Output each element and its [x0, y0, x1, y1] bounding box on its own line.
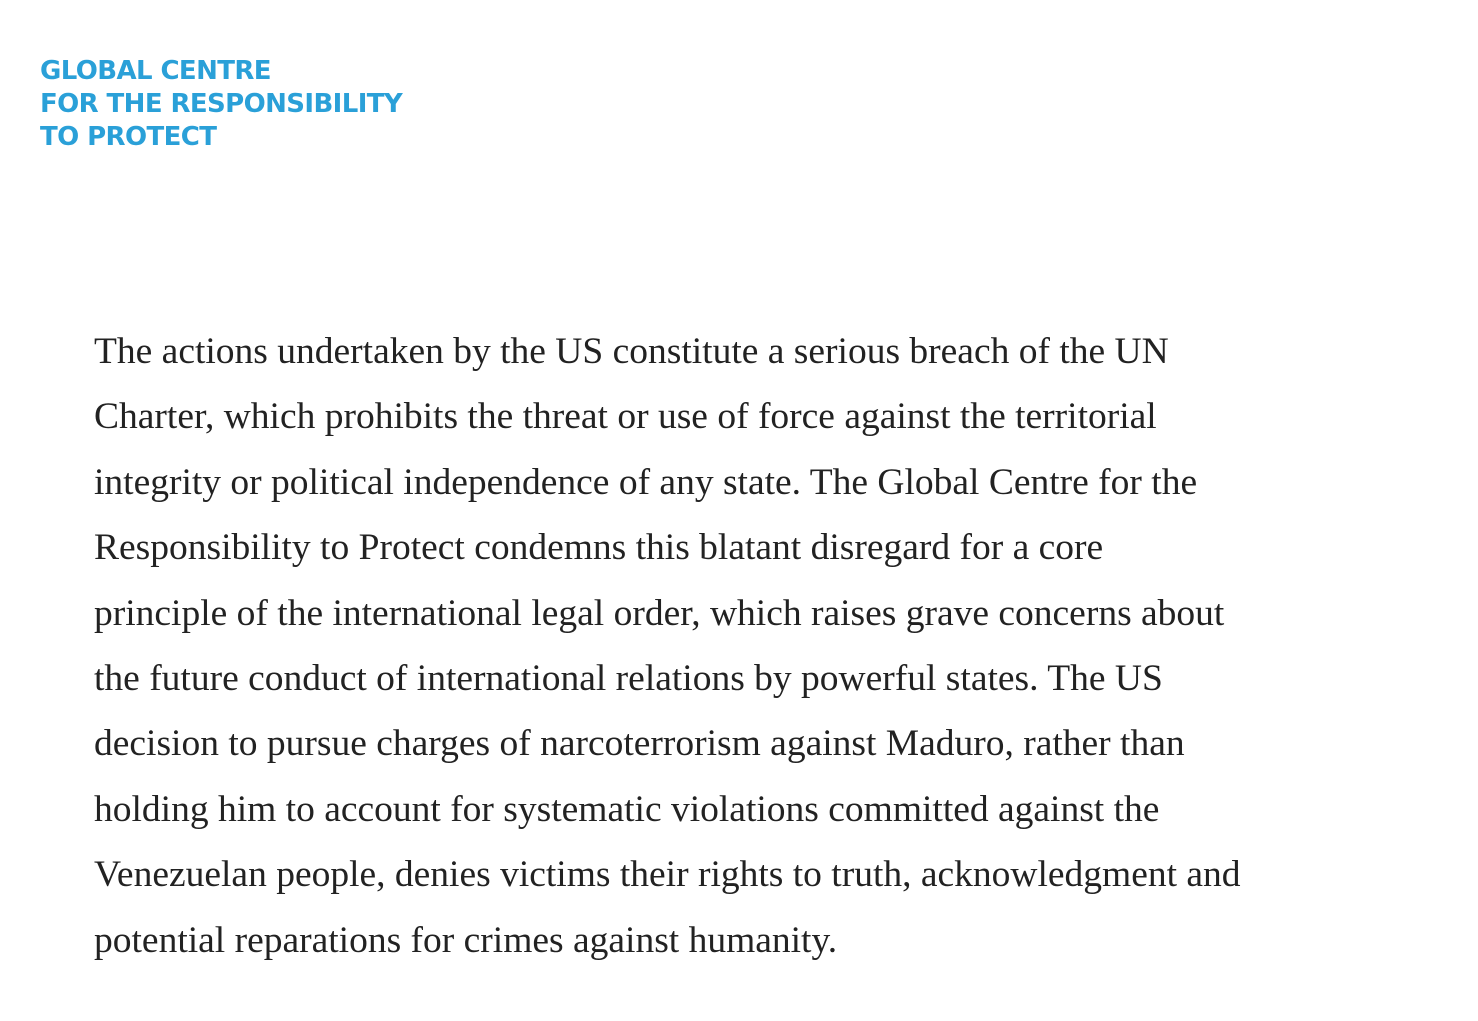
- organization-logo: [40, 55, 402, 154]
- logo-line-2: FOR THE RESPONSIBILITY: [40, 89, 403, 119]
- statement-line: The actions undertaken by the US constitute a serious breach of the UN: [94, 331, 1169, 372]
- logo-line-3: TO PROTECT: [40, 122, 217, 152]
- statement-line: potential reparations for crimes against humanity.: [94, 919, 838, 961]
- statement-line: decision to pursue charges of narcoterrorism against Maduro, rather than: [94, 723, 1185, 765]
- statement-line: the future conduct of international relations by powerful states. The US: [94, 658, 1163, 700]
- statement-line: Responsibility to Protect condemns this blatant disregard for a core: [94, 527, 1104, 569]
- logo-line-1: GLOBAL CENTRE: [40, 56, 271, 86]
- statement-line: integrity or political independence of any state. The Global Centre for the: [94, 461, 1198, 503]
- statement-line: Charter, which prohibits the threat or use of force against the territorial: [94, 396, 1157, 438]
- statement-line: Venezuelan people, denies victims their rights to truth, acknowledgment and: [94, 854, 1241, 896]
- statement-line: holding him to account for systematic violations committed against the: [94, 788, 1160, 830]
- statement-paragraph: [94, 319, 1394, 973]
- statement-line: principle of the international legal order, which raises grave concerns about: [94, 592, 1225, 634]
